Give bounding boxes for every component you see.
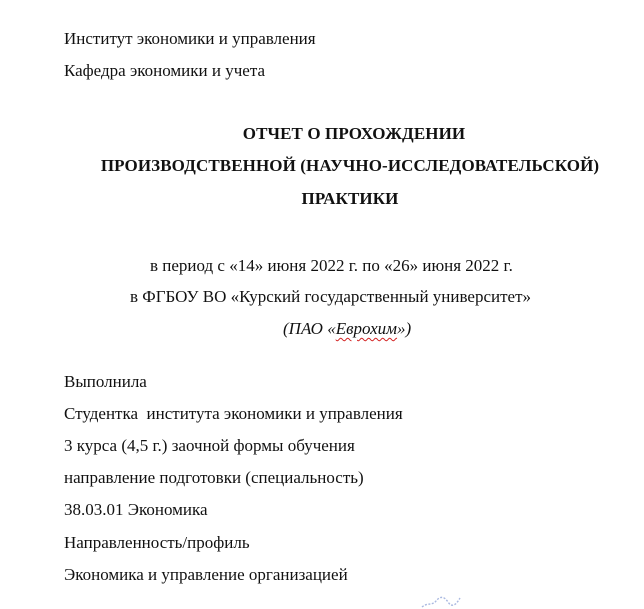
performed-by-label: Выполнила <box>64 372 147 391</box>
profile-value: Экономика и управление организацией <box>64 565 348 584</box>
student-role: Студентка института экономики и управления <box>64 404 403 423</box>
practice-organization: в ФГБОУ ВО «Курский государственный университет» <box>130 287 532 306</box>
institute-name: Институт экономики и управления <box>64 29 316 48</box>
company-suffix: ») <box>397 319 412 338</box>
report-title-line-3: ПРАКТИКИ <box>301 189 399 208</box>
report-title-line-1: ОТЧЕТ О ПРОХОЖДЕНИИ <box>242 124 466 143</box>
student-course: 3 курса (4,5 г.) заочной формы обучения <box>64 436 355 455</box>
department-name: Кафедра экономики и учета <box>64 61 265 80</box>
practice-period: в период с «14» июня 2022 г. по «26» июня 2022 г. <box>150 256 513 275</box>
practice-company <box>283 319 411 339</box>
profile-label: Направленность/профиль <box>64 533 250 552</box>
company-prefix: (ПАО « <box>283 319 336 338</box>
report-title-line-2: ПРОИЗВОДСТВЕННОЙ (НАУЧНО-ИССЛЕДОВАТЕЛЬСКОЙ) <box>100 156 600 175</box>
company-name: Еврохим <box>335 319 398 338</box>
signature-mark <box>420 592 480 609</box>
direction-label: направление подготовки (специальность) <box>64 468 364 487</box>
direction-code: 38.03.01 Экономика <box>64 500 208 519</box>
